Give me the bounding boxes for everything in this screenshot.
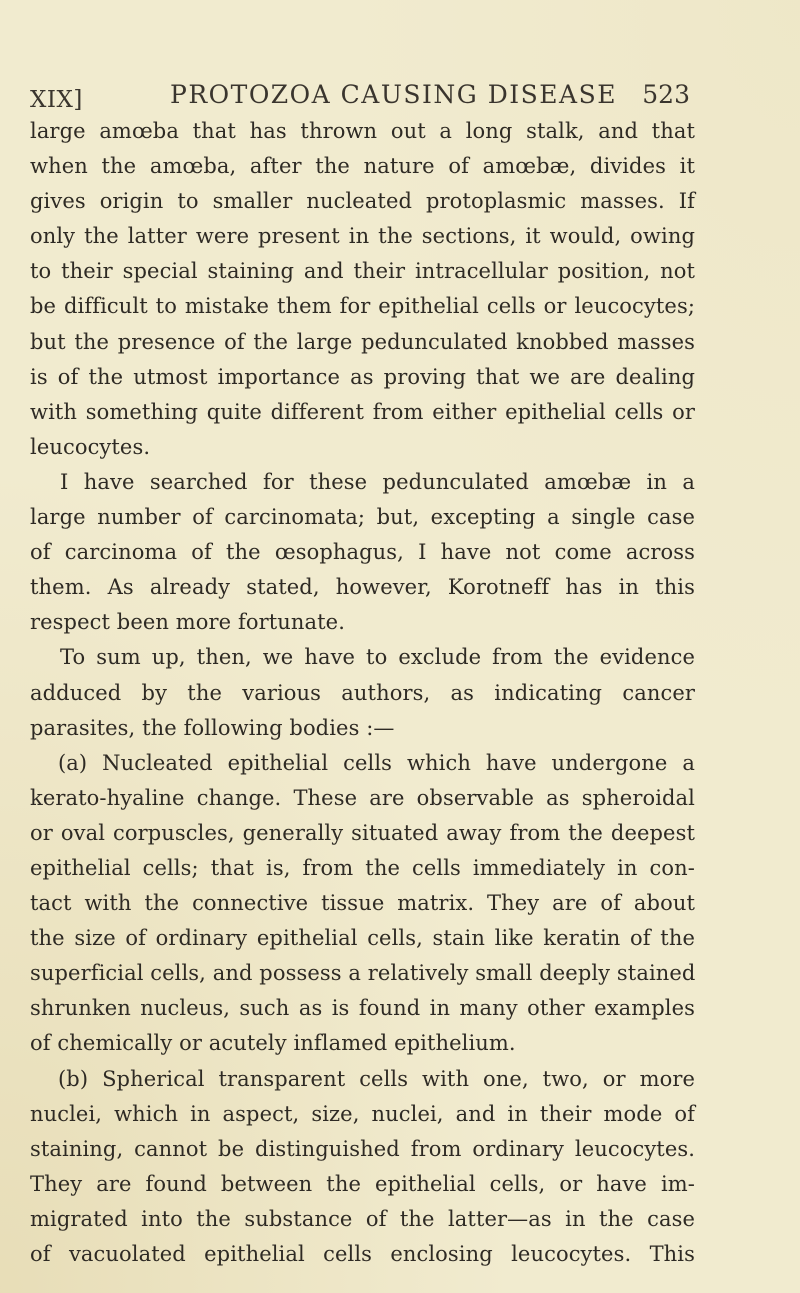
text-line: large number of carcinomata; but, excepting a single case bbox=[30, 505, 695, 530]
text-line: but the presence of the large pedunculated knobbed masses bbox=[30, 329, 695, 354]
text-line: tact with the connective tissue matrix. They are of about bbox=[30, 891, 695, 916]
text-line: They are found between the epithelial cells, or have im- bbox=[30, 1171, 695, 1196]
text-line: respect been more fortunate. bbox=[30, 610, 345, 635]
text-line: leucocytes. bbox=[30, 434, 151, 459]
page-number: 523 bbox=[642, 80, 690, 109]
text-line: shrunken nucleus, such as is found in many other examples bbox=[30, 996, 695, 1021]
text-line: of carcinoma of the œsophagus, I have not come across bbox=[30, 540, 695, 565]
text-line: or oval corpuscles, generally situated away from the deepest bbox=[30, 820, 695, 845]
text-line: (b) Spherical transparent cells with one, two, or more bbox=[58, 1066, 695, 1091]
text-line: adduced by the various authors, as indicating cancer bbox=[30, 680, 695, 705]
text-line: large amœba that has thrown out a long stalk, and that bbox=[30, 119, 695, 143]
body-text bbox=[30, 114, 695, 1272]
running-title: PROTOZOA CAUSING DISEASE bbox=[170, 80, 617, 109]
text-line: the size of ordinary epithelial cells, stain like keratin of the bbox=[30, 926, 695, 951]
text-line: epithelial cells; that is, from the cells immediately in con- bbox=[30, 855, 695, 880]
text-line: with something quite different from either epithelial cells or bbox=[30, 399, 695, 424]
text-line: to their special staining and their intracellular position, not bbox=[30, 259, 695, 284]
text-line: of vacuolated epithelial cells enclosing leucocytes. This bbox=[30, 1242, 695, 1266]
text-line: gives origin to smaller nucleated protoplasmic masses. If bbox=[30, 189, 695, 214]
text-line: them. As already stated, however, Korotneff has in this bbox=[30, 575, 695, 600]
text-line: (a) Nucleated epithelial cells which have undergone a bbox=[58, 750, 695, 775]
chapter-number: XIX] bbox=[30, 87, 83, 113]
text-line: parasites, the following bodies :— bbox=[30, 715, 395, 740]
text-line: nuclei, which in aspect, size, nuclei, and in their mode of bbox=[30, 1101, 695, 1126]
text-line: To sum up, then, we have to exclude from the evidence bbox=[60, 645, 695, 670]
text-line: of chemically or acutely inflamed epithelium. bbox=[30, 1031, 516, 1056]
running-head bbox=[30, 80, 690, 116]
text-line: migrated into the substance of the latter—as in the case bbox=[30, 1206, 695, 1231]
text-line: when the amœba, after the nature of amœbæ, divides it bbox=[30, 154, 695, 179]
text-line: is of the utmost importance as proving that we are dealing bbox=[30, 364, 695, 389]
text-line: I have searched for these pedunculated amœbæ in a bbox=[60, 469, 695, 494]
text-line: staining, cannot be distinguished from ordinary leucocytes. bbox=[30, 1136, 695, 1161]
text-line: kerato-hyaline change. These are observable as spheroidal bbox=[30, 785, 695, 810]
text-line: only the latter were present in the sections, it would, owing bbox=[30, 224, 695, 249]
text-line: superficial cells, and possess a relatively small deeply stained bbox=[30, 961, 696, 986]
text-line: be difficult to mistake them for epithelial cells or leucocytes; bbox=[30, 294, 695, 319]
